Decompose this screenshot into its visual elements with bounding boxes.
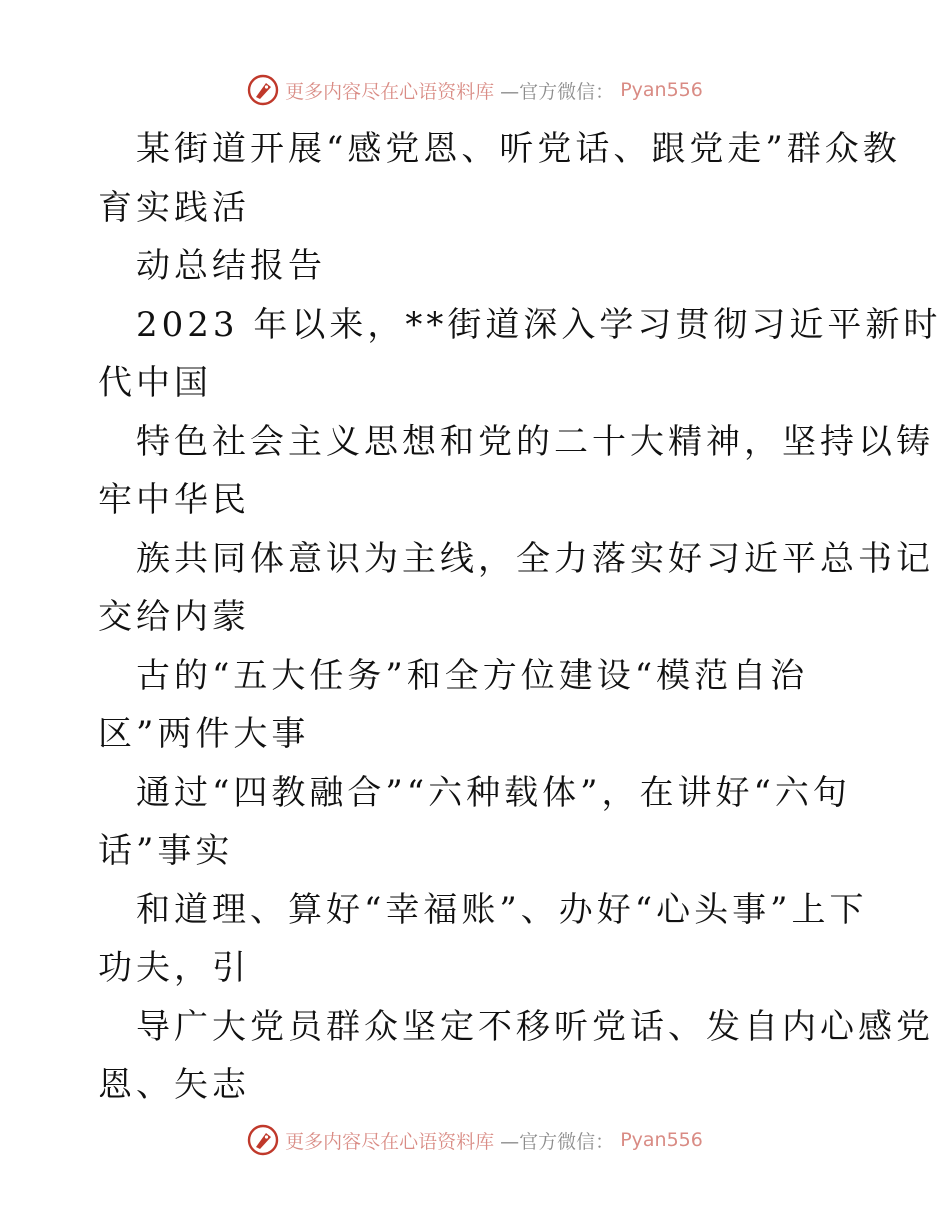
watermark-text-id: Pyan556 bbox=[620, 79, 703, 101]
text-line: 牢中华民 bbox=[98, 480, 250, 520]
text-line: 功夫，引 bbox=[98, 948, 250, 988]
text-line: 古的“五大任务”和全方位建设“模范自治 bbox=[136, 655, 809, 696]
text-line: 导广大党员群众坚定不移听党话、发自内心感党 bbox=[136, 1006, 934, 1047]
header-watermark bbox=[0, 70, 950, 110]
text-line: 育实践活 bbox=[98, 187, 250, 228]
document-body bbox=[98, 120, 942, 1115]
text-line: 动总结报告 bbox=[136, 246, 326, 286]
text-line: 区”两件大事 bbox=[98, 714, 310, 754]
watermark-text-site: 更多内容尽在心语资料库 bbox=[285, 1130, 495, 1153]
text-line: 2023 年以来，**街道深入学习贯彻习近平新时 bbox=[136, 304, 942, 345]
watermark-text-label: —官方微信： bbox=[500, 1130, 615, 1153]
text-line: 和道理、算好“幸福账”、办好“心头事”上下 bbox=[136, 889, 868, 930]
footer-watermark bbox=[0, 1120, 950, 1160]
text-line: 某街道开展“感党恩、听党话、跟党走”群众教 bbox=[136, 129, 901, 169]
text-line: 话”事实 bbox=[98, 831, 234, 871]
text-line: 代中国 bbox=[98, 363, 212, 403]
pen-nib-circle-icon bbox=[247, 1124, 279, 1156]
watermark-text-label: —官方微信： bbox=[500, 80, 615, 103]
pen-nib-circle-icon bbox=[247, 74, 279, 106]
text-line: 恩、矢志 bbox=[98, 1065, 250, 1105]
watermark-text-id: Pyan556 bbox=[620, 1129, 703, 1151]
text-line: 通过“四教融合”“六种载体”，在讲好“六句 bbox=[136, 772, 851, 813]
text-line: 族共同体意识为主线，全力落实好习近平总书记 bbox=[136, 538, 934, 579]
text-line: 交给内蒙 bbox=[98, 597, 250, 637]
watermark-text-site: 更多内容尽在心语资料库 bbox=[285, 80, 495, 103]
text-line: 特色社会主义思想和党的二十大精神，坚持以铸 bbox=[136, 421, 934, 462]
